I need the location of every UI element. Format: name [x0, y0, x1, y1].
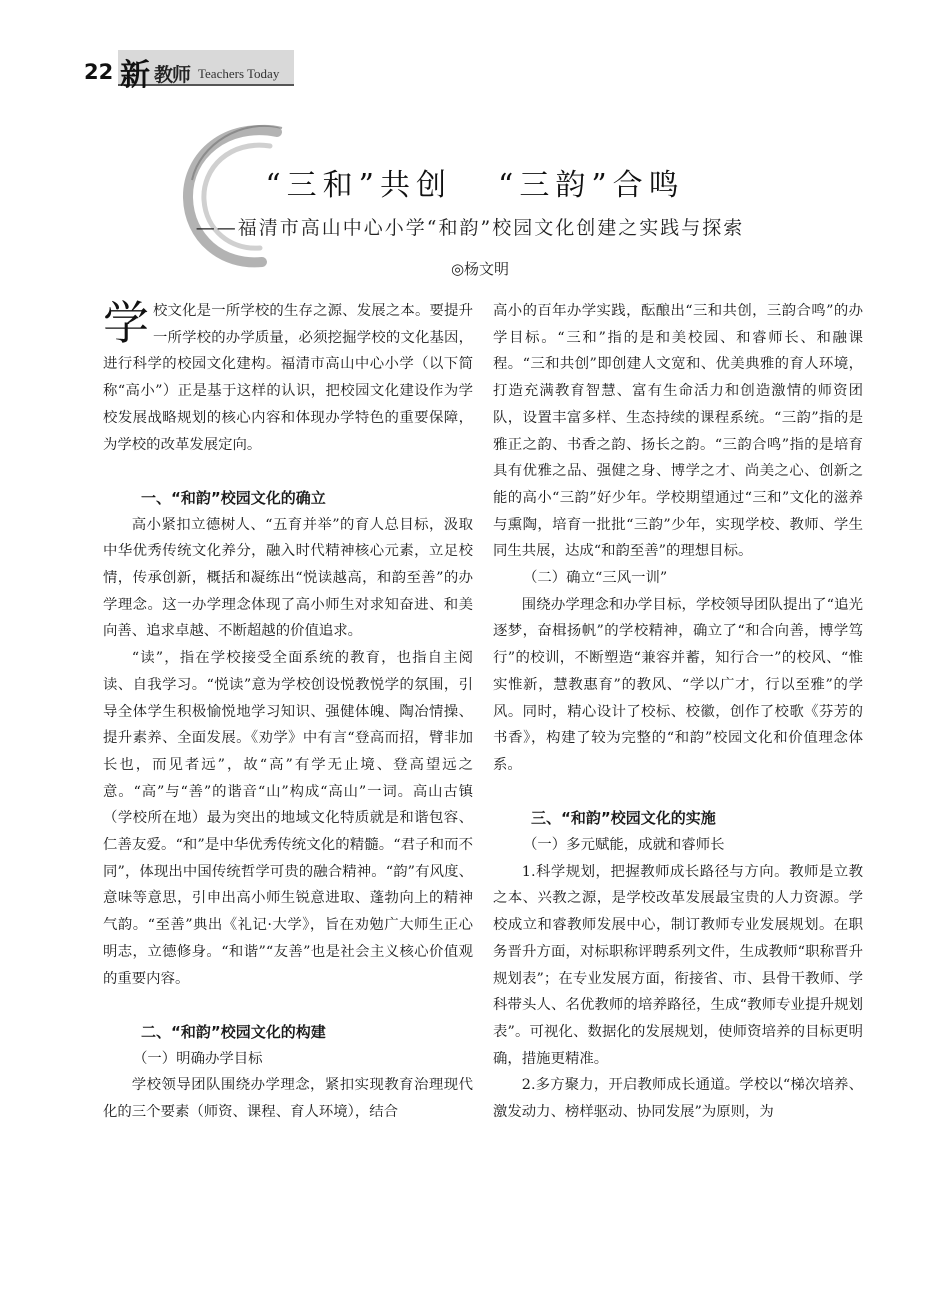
paragraph: 围绕办学理念和办学目标，学校领导团队提出了“追光逐梦，奋楫扬帆”的学校精神，确立了“和合向善，博学笃行”的校训，不断塑造“兼容并蓄，知行合一”的校风、“惟实惟新，慧教惠育”的教风、“学以广才，行以至雅”的学风。同时，精心设计了校标、校徽，创作了校歌《芬芳的书香》，构建了较为完整的“和韵”校园文化和价值理念体系。 — [493, 596, 863, 773]
page-number: 22 — [84, 60, 114, 84]
article-title — [0, 160, 950, 204]
intro-text: 校文化是一所学校的生存之源、发展之本。要提升一所学校的办学质量，必须挖掘学校的文化基因，进行科学的校园文化建构。福清市高山中心小学（以下简称“高小”）正是基于这样的认识，把校园文化建设作为学校发展战略规划的核心内容和体现办学特色的重要保障，为学校的改革发展定向。 — [103, 303, 473, 453]
paragraph: 2.多方聚力，开启教师成长通道。学校以“梯次培养、激发动力、榜样驱动、协同发展”为原则，为 — [493, 1077, 863, 1121]
drop-cap: 学 — [103, 296, 149, 350]
paragraph: “读”，指在学校接受全面系统的教育，也指自主阅读、自我学习。“悦读”意为学校创设悦教悦学的氛围，引导全体学生积极愉悦地学习知识、强健体魄、陶冶情操、提升素养、全面发展。《劝学》中有言“登高而招，臂非加长也，而见者远”，故“高”有学无止境、登高望远之意。“高”与“善”的谐音“山”构成“高山”一词。高山古镇（学校所在地）最为突出的地域文化特质就是和谐包容、仁善友爱。“和”是中华优秀传统文化的精髓。“君子和而不同”，体现出中国传统哲学可贵的融合精神。“韵”有风度、意味等意思，引申出高小师生锐意进取、蓬勃向上的精神气韵。“至善”典出《礼记·大学》，旨在劝勉广大师生正心明志，立德修身。“和谐”“友善”也是社会主义核心价值观的重要内容。 — [103, 650, 473, 987]
magazine-logo-char: 新 — [120, 58, 149, 93]
paragraph: 高小紧扣立德树人、“五育并举”的育人总目标，汲取中华优秀传统文化养分，融入时代精神核心元素，立足校情，传承创新，概括和凝练出“悦读越高，和韵至善”的办学理念。这一办学理念体现了高小师生对求知奋进、和美向善、追求卓越、不断超越的价值追求。 — [103, 516, 473, 640]
article-subtitle: ——福清市高山中心小学“和韵”校园文化创建之实践与探索 — [195, 217, 745, 239]
paragraph: 1.科学规划，把握教师成长路径与方向。教师是立教之本、兴教之源，是学校改革发展最宝贵的人力资源。学校成立和睿教师发展中心，制订教师专业发展规划。在职务晋升方面，对标职称评聘系列文件，生成教师“职称晋升规划表”；在专业发展方面，衔接省、市、县骨干教师、学科带头人、名优教师的培养路径，生成“教师专业提升规划表”。可视化、数据化的发展规划，使师资培养的目标更明确，措施更精准。 — [493, 863, 863, 1067]
paragraph: 高小的百年办学实践，酝酿出“三和共创，三韵合鸣”的办学目标。“三和”指的是和美校园、和睿师长、和融课程。“三和共创”即创建人文宽和、优美典雅的育人环境，打造充满教育智慧、富有生命活力和创造激情的师资团队，设置丰富多样、生态持续的课程系统。“三韵”指的是雅正之韵、书香之韵、扬长之韵。“三韵合鸣”指的是培育具有优雅之品、强健之身、博学之才、尚美之心、创新之能的高小“三韵”好少年。学校期望通过“三和”文化的滋养与熏陶，培育一批批“三韵”少年，实现学校、教师、学生同生共展，达成“和韵至善”的理想目标。 — [493, 303, 863, 560]
section-heading-2: 二、“和韵”校园文化的构建 — [141, 1022, 326, 1041]
title-part-2: “三韵”合鸣 — [498, 168, 685, 203]
left-column — [103, 298, 473, 1126]
right-column — [493, 298, 863, 1126]
subsection-heading: （二）确立“三风一训” — [523, 570, 668, 587]
section-heading-3: 三、“和韵”校园文化的实施 — [531, 809, 716, 828]
magazine-logo-chars: 教师 — [154, 64, 191, 86]
magazine-logo — [118, 50, 294, 93]
magazine-english-name: Teachers Today — [198, 66, 280, 81]
title-part-1: “三和”共创 — [265, 168, 452, 203]
paragraph: 学校领导团队围绕办学理念，紧扣实现教育治理现代化的三个要素（师资、课程、育人环境），结合 — [103, 1077, 473, 1121]
intro-paragraph — [103, 298, 473, 458]
article-author: ◎杨文明 — [450, 260, 510, 278]
subsection-heading: （一）多元赋能，成就和睿师长 — [523, 837, 725, 854]
section-heading-1: 一、“和韵”校园文化的确立 — [141, 488, 326, 507]
subsection-heading: （一）明确办学目标 — [133, 1050, 263, 1067]
